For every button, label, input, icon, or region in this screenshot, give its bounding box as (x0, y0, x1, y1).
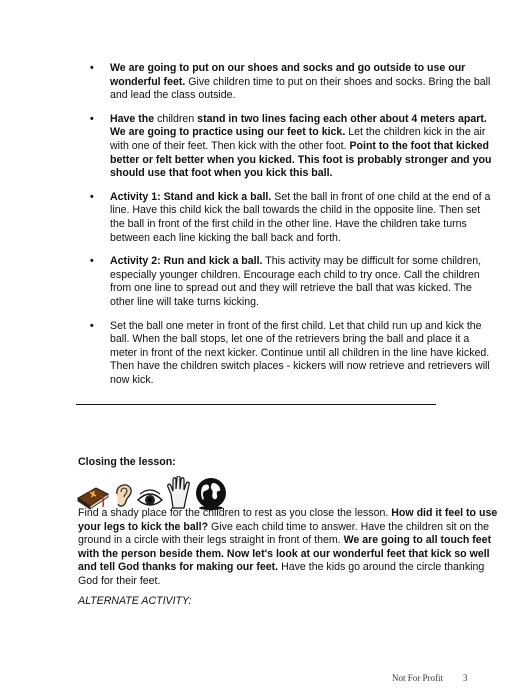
bold-text: Have the (110, 112, 155, 125)
hand-icon (166, 476, 192, 510)
bullet-text (110, 191, 490, 244)
bold-text: How did it feel to use your legs to kick the ball? (78, 507, 498, 533)
bullet-text (110, 255, 481, 308)
bullet-marker: • (90, 319, 94, 332)
list-item (90, 113, 496, 181)
text-run: Give children time to put on their shoes and socks. Bring the ball and lead the class outside. (110, 75, 491, 102)
alternate-activity-heading: ALTERNATE ACTIVITY: (78, 595, 192, 607)
footer-text: Not For Profit (392, 673, 444, 683)
bullet-marker: • (90, 112, 94, 125)
page-number: 3 (463, 673, 468, 683)
text-run: Find a shady place for the children to rest as you close the lesson. (78, 507, 392, 519)
text-run: Have the kids go around the circle thanking God for their feet. (78, 561, 485, 587)
text-run: Give each child time to answer. Have the children sit on the ground in a circle with their legs straight in front of them. (78, 520, 489, 547)
bold-text: Activity 1: Stand and kick a ball. (110, 190, 272, 203)
senses-icon-row (76, 476, 228, 510)
list-item (90, 62, 496, 103)
closing-heading: Closing the lesson: (78, 456, 176, 468)
activity-list (90, 62, 496, 397)
bible-icon (76, 482, 110, 510)
bold-text: stand in two lines facing each other about 4 meters apart. We are going to practice using our feet to kick. (110, 112, 487, 139)
ear-icon (112, 480, 134, 510)
text-run: Set the ball in front of one child at the end of a line. Have this child kick the ball towards the child in the opposite line. Then set the ball in front of the first child in the other line. Have the children take turns between each line kicking the ball back and forth. (110, 190, 491, 244)
closing-paragraph (78, 507, 498, 589)
section-divider (76, 404, 436, 405)
list-item (90, 320, 496, 388)
text-run: Let the children kick in the air with one of their feet. Then kick with the other foot. (110, 126, 486, 152)
page-footer (392, 672, 468, 686)
text-run: children (154, 112, 198, 125)
bold-text: Point to the foot that kicked better or felt better when you kicked. This foot is probably stronger and you should use that foot when you kick this ball. (110, 139, 492, 180)
bullet-marker: • (90, 190, 94, 203)
text-run: This activity may be difficult for some children, especially younger children. Encourage each child to try once. Call the children from one line to spread out and they will retrieve the ball that was kicked. The other line will take turns kicking. (110, 255, 482, 308)
bullet-text (110, 62, 490, 101)
bullet-text (110, 113, 491, 179)
text-run: Set the ball one meter in front of the first child. Let that child run up and kick the ball. When the ball stops, let one of the retrievers bring the ball and place it a meter in front of the next kicker. Continue until all children in the line have kicked. Then have the children switch places - kickers will now retrieve and retrievers will now kick. (110, 319, 490, 386)
globe-icon (194, 476, 228, 510)
bullet-text (110, 320, 490, 386)
bullet-marker: • (90, 62, 94, 74)
bold-text: We are going to all touch feet with the person beside them. Now let's look at our wonderful feet that kick so well and tell God thanks for making our feet. (78, 534, 492, 574)
bold-text: Activity 2: Run and kick a ball. (110, 255, 263, 268)
bold-text: We are going to put on our shoes and socks and go outside to use our wonderful feet. (110, 62, 466, 88)
list-item (90, 191, 496, 245)
bullet-marker: • (90, 255, 94, 268)
list-item (90, 255, 496, 309)
